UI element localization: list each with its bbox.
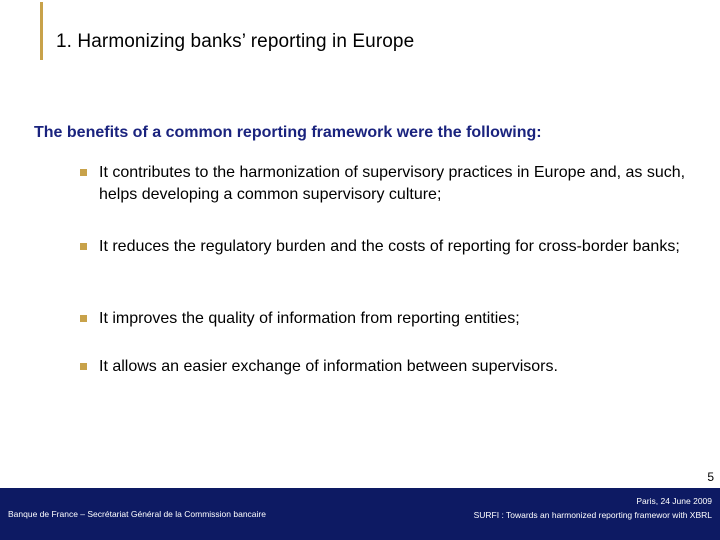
square-bullet-icon (80, 315, 87, 322)
bullet-text: It reduces the regulatory burden and the costs of reporting for cross-border banks; (99, 238, 680, 255)
footer (0, 488, 720, 540)
footer-date-location: Paris, 24 June 2009 (636, 496, 712, 506)
bullet-text: It improves the quality of information from reporting entities; (99, 310, 520, 327)
square-bullet-icon (80, 363, 87, 370)
bullet-text: It contributes to the harmonization of supervisory practices in Europe and, as such, helps developing a common supervisory culture; (99, 164, 686, 203)
footer-organization: Banque de France – Secrétariat Général de la Commission bancaire (8, 509, 266, 519)
square-bullet-icon (80, 243, 87, 250)
bullet-text: It allows an easier exchange of information between supervisors. (99, 358, 558, 375)
square-bullet-icon (80, 169, 87, 176)
slide-subtitle: The benefits of a common reporting framework were the following: (34, 124, 542, 141)
bullet-item (80, 308, 520, 330)
bullet-item (80, 162, 700, 206)
slide-title: 1. Harmonizing banks’ reporting in Europe (56, 31, 415, 52)
bullet-item (80, 236, 680, 258)
footer-event-info (474, 494, 712, 522)
title-accent-bar (40, 2, 43, 60)
bullet-item (80, 356, 558, 378)
footer-presentation-title: SURFI : Towards an harmonized reporting framewor with XBRL (473, 510, 712, 520)
page-number: 5 (707, 470, 714, 484)
